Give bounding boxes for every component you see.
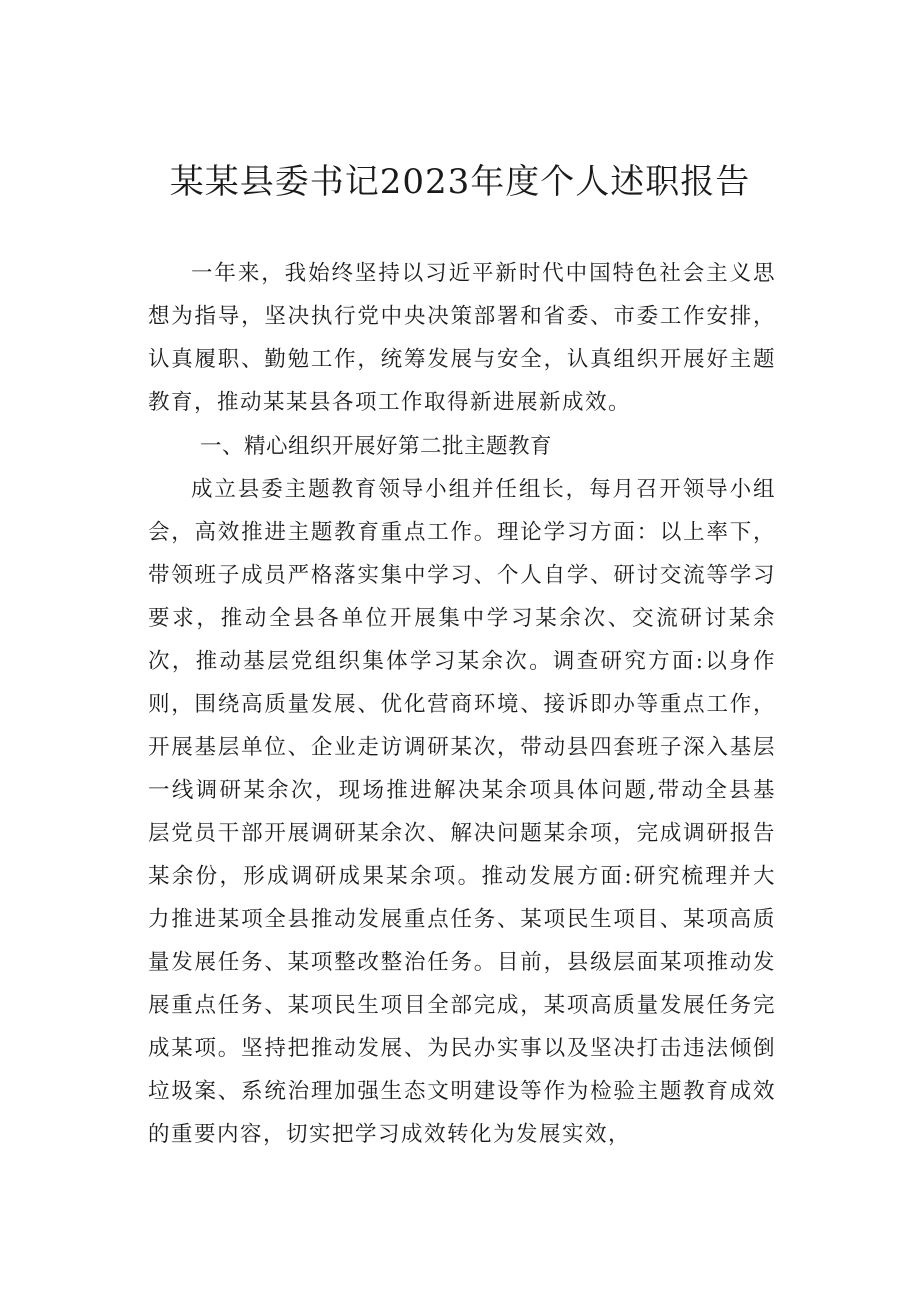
document-title: 某某县委书记2023年度个人述职报告 xyxy=(169,162,751,202)
intro-paragraph: 一年来，我始终坚持以习近平新时代中国特色社会主义思想为指导，坚决执行党中央决策部署和省委、市委工作安排，认真履职、勤勉工作，统筹发展与安全，认真组织开展好主题教育，推动某某县各项工作取得新进展新成效。 xyxy=(148,261,776,415)
section-heading: 一、精心组织开展好第二批主题教育 xyxy=(200,434,553,459)
section-body-paragraph: 成立县委主题教育领导小组并任组长，每月召开领导小组会，高效推进主题教育重点工作。理论学习方面：以上率下，带领班子成员严格落实集中学习、个人自学、研讨交流等学习要求，推动全县各单位开展集中学习某余次、交流研讨某余次，推动基层党组织集体学习某余次。调查研究方面:以身作则，围绕高质量发展、优化营商环境、接诉即办等重点工作，开展基层单位、企业走访调研某次，带动县四套班子深入基层一线调研某余次，现场推进解决某余项具体问题,带动全县基层党员干部开展调研某余次、解决问题某余项，完成调研报告某余份，形成调研成果某余项。推动发展方面:研究梳理并大力推进某项全县推动发展重点任务、某项民生项目、某项高质量发展任务、某项整改整治任务。目前，县级层面某项推动发展重点任务、某项民生项目全部完成，某项高质量发展任务完成某项。坚持把推动发展、为民办实事以及坚决打击违法倾倒垃圾案、系统治理加强生态文明建设等作为检验主题教育成效的重要内容，切实把学习成效转化为发展实效， xyxy=(148,477,776,1147)
